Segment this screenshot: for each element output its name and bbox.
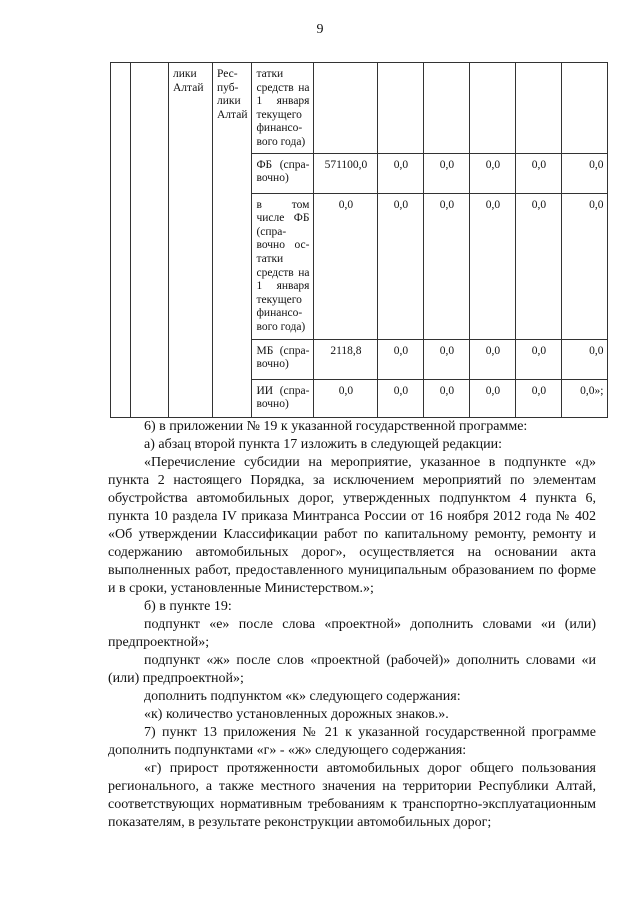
- republic-cell: Рес-пуб-лики Алтай: [213, 63, 252, 418]
- value-cell: 0,0: [314, 379, 378, 417]
- row-label: в том числе ФБ (спра-вочно ос-татки средств на 1 января текущего финансо-вого года): [252, 193, 314, 339]
- value-cell: 0,0: [378, 379, 424, 417]
- row-label: татки средств на 1 января текущего финансо-вого года): [252, 63, 314, 154]
- value-cell: 0,0: [378, 193, 424, 339]
- row-label: МБ (спра-вочно): [252, 339, 314, 379]
- paragraph: дополнить подпунктом «к» следующего содержания:: [144, 689, 461, 704]
- paragraph: «к) количество установленных дорожных знаков.».: [144, 707, 449, 722]
- value-cell: 571100,0: [314, 153, 378, 193]
- value-cell: 0,0: [562, 153, 608, 193]
- value-cell: 0,0: [424, 339, 470, 379]
- value-cell: [424, 63, 470, 154]
- value-cell: 0,0: [470, 379, 516, 417]
- paragraph: подпункт «е» после слова «проектной» дополнить словами «и (или) предпроектной»;: [108, 617, 596, 650]
- value-cell: 0,0: [470, 193, 516, 339]
- paragraph: 7) пункт 13 приложения № 21 к указанной государственной программе дополнить подпунктами «г» - «ж» следующего содержания:: [108, 725, 596, 758]
- value-cell: [378, 63, 424, 154]
- value-cell: 0,0: [424, 193, 470, 339]
- paragraph: 6) в приложении № 19 к указанной государственной программе:: [144, 419, 528, 434]
- value-cell: [562, 63, 608, 154]
- paragraph: подпункт «ж» после слов «проектной (рабочей)» дополнить словами «и (или) предпроектной»;: [108, 653, 596, 686]
- value-cell: 0,0: [424, 379, 470, 417]
- paragraph: а) абзац второй пункта 17 изложить в следующей редакции:: [144, 437, 503, 452]
- value-cell: 0,0: [516, 153, 562, 193]
- value-cell: 0,0: [314, 193, 378, 339]
- value-cell: 2118,8: [314, 339, 378, 379]
- region-cell: лики Алтай: [169, 63, 213, 418]
- paragraph: «Перечисление субсидии на мероприятие, указанное в подпункте «д» пункта 2 настоящего Порядка, за исключением мероприятий по элементам обустройства автомобильных дорог, утвержденных подпунктом 4 пункта 6, пункта 10 раздела IV приказа Минтранса России от 16 ноября 2012 года № 402 «Об утверждении Классификации работ по капитальному ремонту, ремонту и содержанию автомобильных дорог», осуществляется на основании акта выполненных работ, предоставленного муниципальным образованием по форме и в сроки, установленные Министерством.»;: [108, 455, 596, 596]
- paragraph: б) в пункте 19:: [144, 599, 232, 614]
- budget-table: [110, 62, 608, 418]
- row-label: ИИ (спра-вочно): [252, 379, 314, 417]
- value-cell: 0,0: [516, 339, 562, 379]
- value-cell: [470, 63, 516, 154]
- value-cell: [516, 63, 562, 154]
- value-cell: 0,0: [470, 153, 516, 193]
- table-row: [111, 63, 608, 154]
- row-label: ФБ (спра-вочно): [252, 153, 314, 193]
- value-cell: 0,0»;: [562, 379, 608, 417]
- value-cell: 0,0: [516, 379, 562, 417]
- empty-cell: [111, 63, 131, 418]
- value-cell: 0,0: [424, 153, 470, 193]
- value-cell: 0,0: [378, 339, 424, 379]
- value-cell: 0,0: [470, 339, 516, 379]
- page-number: 9: [316, 22, 324, 37]
- value-cell: 0,0: [378, 153, 424, 193]
- value-cell: 0,0: [562, 193, 608, 339]
- document-body: [108, 418, 596, 832]
- value-cell: [314, 63, 378, 154]
- paragraph: «г) прирост протяженности автомобильных дорог общего пользования регионального, а также местного значения на территории Республики Алтай, соответствующих нормативным требованиям к транспортно-эксплуатационным показателям, в результате реконструкции автомобильных дорог;: [108, 761, 596, 830]
- value-cell: 0,0: [516, 193, 562, 339]
- empty-cell: [131, 63, 169, 418]
- value-cell: 0,0: [562, 339, 608, 379]
